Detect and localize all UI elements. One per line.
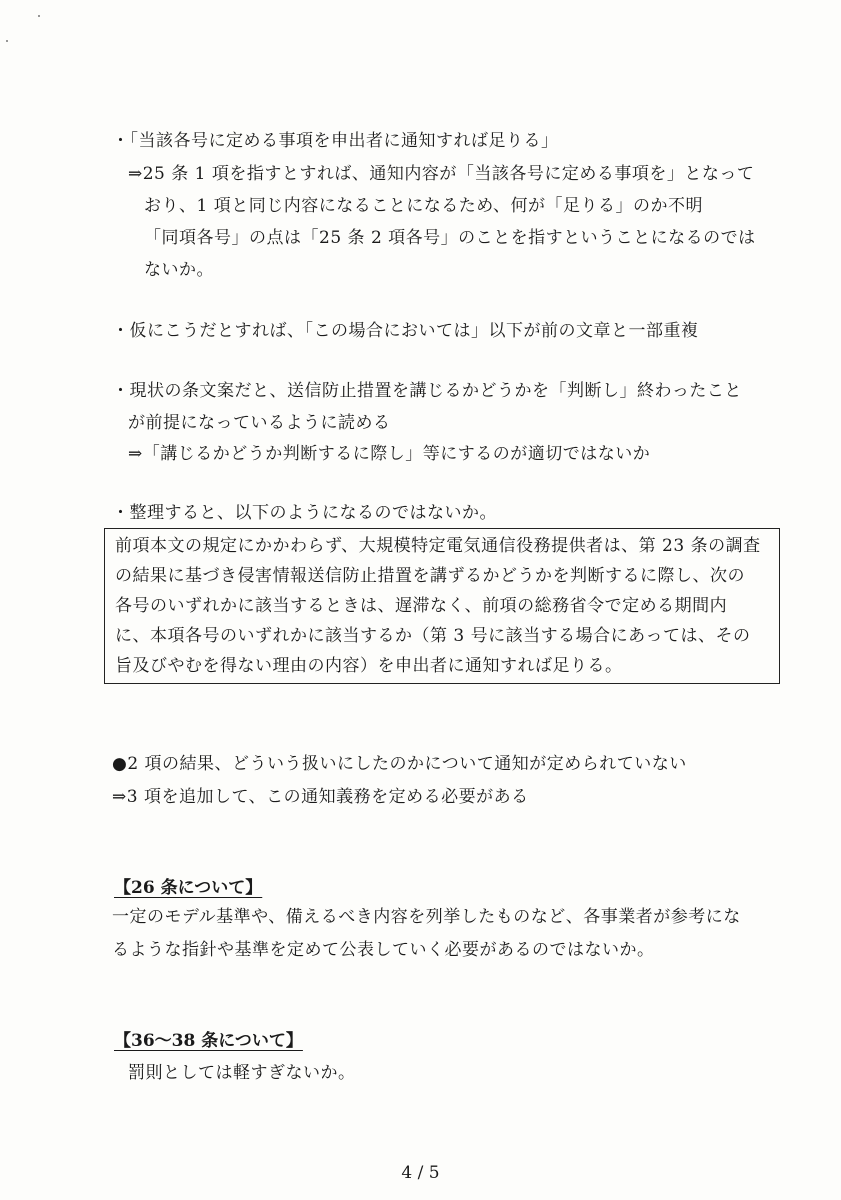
section-36-38-heading: 【36～38 条について】 <box>114 1031 303 1051</box>
scan-speck <box>6 40 8 42</box>
bullet-3-line-3: ⇒「講じるかどうか判断するに際し」等にするのが適切ではないか <box>128 444 651 464</box>
bullet-1-line-1: ・「当該各号に定める事項を申出者に通知すれば足りる」 <box>112 131 559 151</box>
bullet-1-line-5: ないか。 <box>144 260 214 280</box>
section-36-38-line-1: 罰則としては軽すぎないか。 <box>128 1063 356 1083</box>
bullet-4-line-1: ・整理すると、以下のようになるのではないか。 <box>112 503 497 523</box>
scan-speck <box>38 15 40 17</box>
note-line-2: ⇒3 項を追加して、この通知義務を定める必要がある <box>112 787 529 807</box>
bullet-3-line-2: が前提になっているように読める <box>128 413 391 433</box>
box-line-5: 旨及びやむを得ない理由の内容）を申出者に通知すれば足りる。 <box>115 656 623 676</box>
note-line-1: ●2 項の結果、どういう扱いにしたのかについて通知が定められていない <box>112 754 687 774</box>
section-26-heading: 【26 条について】 <box>114 878 263 898</box>
bullet-1-line-4: 「同項各号」の点は「25 条 2 項各号」のことを指すということになるのでは <box>144 228 756 248</box>
bullet-3-line-1: ・現状の条文案だと、送信防止措置を講じるかどうかを「判断し」終わったこと <box>112 381 742 401</box>
bullet-1-line-3: おり、1 項と同じ内容になることになるため、何が「足りる」のか不明 <box>144 196 704 216</box>
section-26-line-1: 一定のモデル基準や、備えるべき内容を列挙したものなど、各事業者が参考にな <box>112 907 741 927</box>
box-line-2: の結果に基づき侵害情報送信防止措置を講ずるかどうかを判断するに際し、次の <box>115 566 745 586</box>
box-line-1: 前項本文の規定にかかわらず、大規模特定電気通信役務提供者は、第 23 条の調査 <box>115 536 761 556</box>
box-line-4: に、本項各号のいずれかに該当するか（第 3 号に該当する場合にあっては、その <box>115 626 751 646</box>
section-26-line-2: るような指針や基準を定めて公表していく必要があるのではないか。 <box>112 940 655 960</box>
proposed-text-box <box>104 528 780 684</box>
page-number: 4 / 5 <box>401 1163 440 1183</box>
box-line-3: 各号のいずれかに該当するときは、遅滞なく、前項の総務省令で定める期間内 <box>115 596 728 616</box>
bullet-2-line-1: ・仮にこうだとすれば、「この場合においては」以下が前の文章と一部重複 <box>112 321 699 341</box>
bullet-1-line-2: ⇒25 条 1 項を指すとすれば、通知内容が「当該各号に定める事項を」となって <box>128 164 755 184</box>
